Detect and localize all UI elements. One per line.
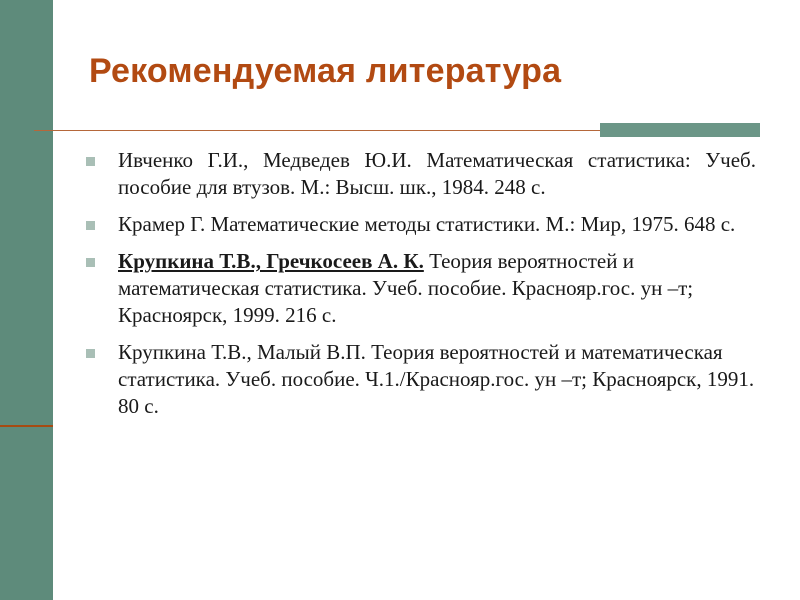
slide-title: Рекомендуемая литература: [89, 52, 562, 90]
reference-item: [86, 339, 756, 420]
square-bullet-icon: [86, 258, 95, 267]
sidebar-accent-line: [0, 425, 53, 427]
square-bullet-icon: [86, 349, 95, 358]
reference-item: [86, 147, 756, 201]
square-bullet-icon: [86, 157, 95, 166]
reference-list: [86, 147, 756, 430]
reference-authors-link[interactable]: Крупкина Т.В., Гречкосеев А. К.: [118, 249, 424, 273]
reference-item: [86, 211, 756, 238]
reference-text: Крамер Г. Математические методы статистики. М.: Мир, 1975. 648 с.: [118, 212, 736, 236]
sidebar-decoration: [0, 0, 53, 600]
reference-text: Крупкина Т.В., Малый В.П. Теория вероятностей и математическая статистика. Учеб. пособие. Ч.1./Краснояр.гос. ун –т; Красноярск, 1991. 80 с.: [118, 340, 755, 418]
accent-block: [600, 123, 760, 137]
reference-text: Теория вероятностей и математическая статистика. Учеб. пособие. Краснояр.гос. ун –т; Красноярск, 1999. 216 с.: [118, 249, 694, 327]
square-bullet-icon: [86, 221, 95, 230]
reference-item: [86, 248, 756, 329]
reference-text: Ивченко Г.И., Медведев Ю.И. Математическая статистика: Учеб. пособие для втузов. М.: Высш. шк., 1984. 248 с.: [118, 148, 756, 199]
